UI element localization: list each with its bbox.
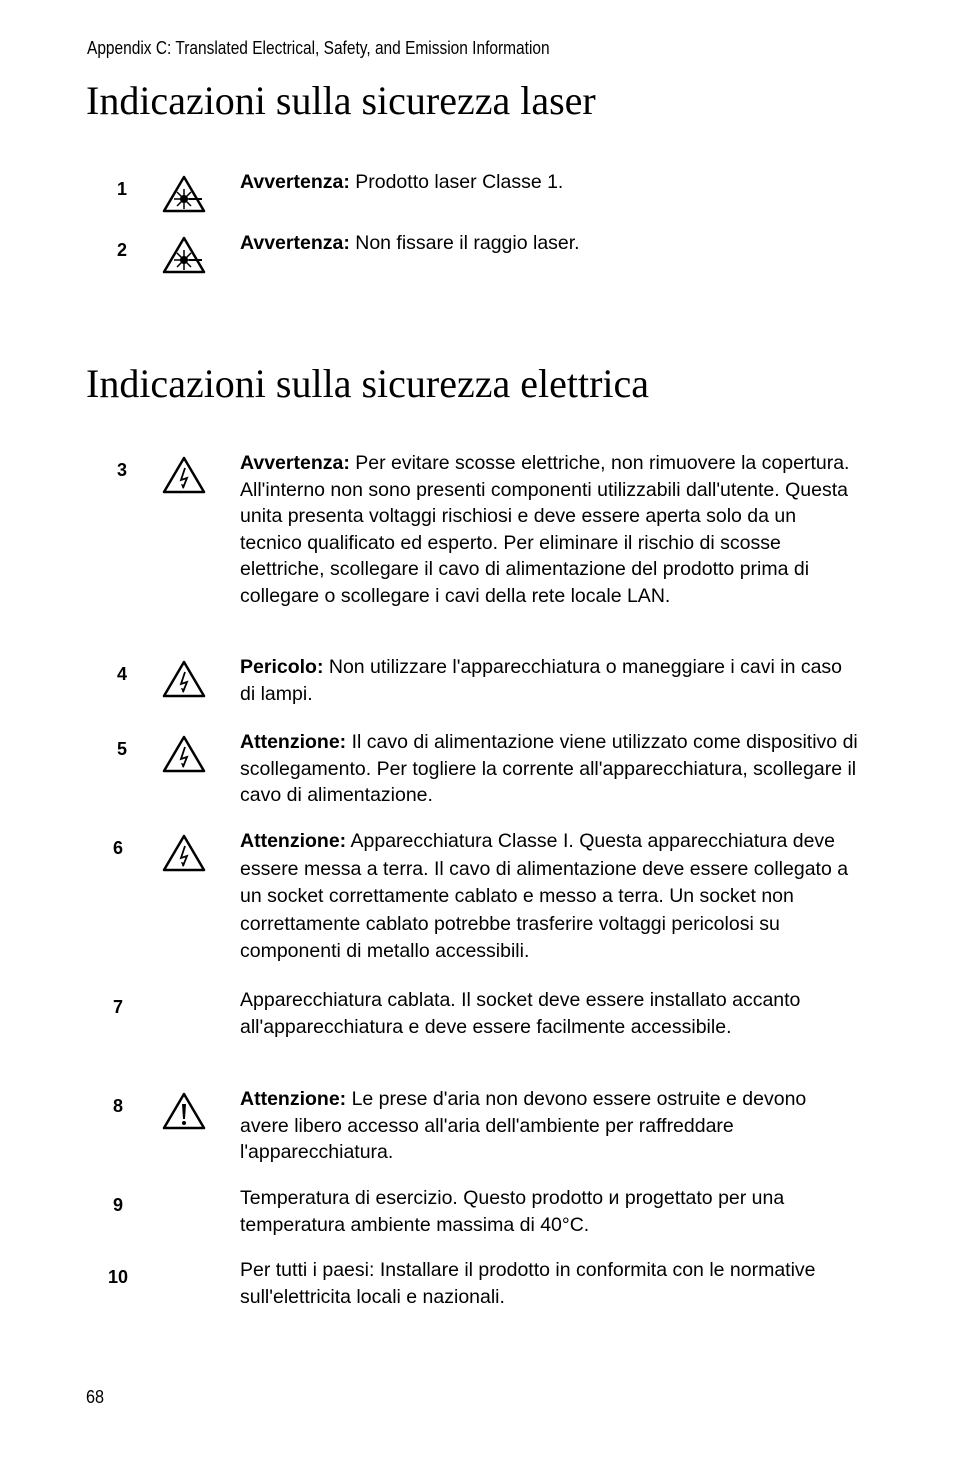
item-number: 9 xyxy=(112,1195,123,1215)
electrical-hazard-icon xyxy=(162,833,206,873)
item-number: 6 xyxy=(112,838,123,858)
item-number: 5 xyxy=(116,739,127,759)
electrical-section-title: Indicazioni sulla sicurezza elettrica xyxy=(86,361,650,406)
item-text: Per tutti i paesi: Installare il prodotto in conformita con le normative sull'elettricita locali e nazionali. xyxy=(240,1259,816,1308)
caution-icon xyxy=(162,1091,206,1131)
item-text: Temperatura di esercizio. Questo prodotto и progettato per una temperatura ambiente massima di 40°C. xyxy=(240,1187,785,1236)
item-number: 7 xyxy=(112,997,123,1017)
item-number: 4 xyxy=(116,664,127,684)
item-number: 2 xyxy=(116,240,127,260)
item-number: 1 xyxy=(116,179,127,199)
electrical-hazard-icon xyxy=(162,734,206,774)
item-text: Pericolo: Non utilizzare l'apparecchiatura o maneggiare i cavi in caso di lampi. xyxy=(240,656,843,705)
running-header: Appendix C: Translated Electrical, Safety, and Emission Information xyxy=(87,38,550,58)
electrical-hazard-icon xyxy=(162,455,206,495)
item-text: Avvertenza: Non fissare il raggio laser. xyxy=(240,232,580,254)
item-text: Avvertenza: Prodotto laser Classe 1. xyxy=(240,171,564,193)
page-number: 68 xyxy=(86,1387,105,1407)
laser-warning-icon xyxy=(162,235,206,275)
item-text: Apparecchiatura cablata. Il socket deve essere installato accanto all'apparecchiatura e deve essere facilmente accessibile. xyxy=(240,989,801,1038)
item-number: 3 xyxy=(116,460,127,480)
laser-section-title: Indicazioni sulla sicurezza laser xyxy=(86,78,596,123)
item-number: 10 xyxy=(107,1267,129,1287)
item-text: Attenzione: Il cavo di alimentazione viene utilizzato come dispositivo di scollegamento. Per togliere la corrente all'apparecchiatura, scollegare il cavo di alimentazione. xyxy=(240,731,858,806)
laser-warning-icon xyxy=(162,174,206,214)
item-text: Attenzione: Apparecchiatura Classe I. Questa apparecchiatura deve essere messa a terra. Il cavo di alimentazione deve essere collegato a un socket correttamente cablato e messo a terra. Un socket non correttamente cablato potrebbe trasferire voltaggi pericolosi su componenti di metallo accessibili. xyxy=(240,830,849,962)
item-number: 8 xyxy=(112,1096,123,1116)
item-text: Avvertenza: Per evitare scosse elettriche, non rimuovere la copertura. All'interno non sono presenti componenti utilizzabili dall'utente. Questa unita presenta voltaggi rischiosi e deve essere aperta solo da un tecnico qualificato ed esperto. Per eliminare il rischio di scosse elettriche, scollegare il cavo di alimentazione del prodotto prima di collegare o scollegare i cavi della rete locale LAN. xyxy=(240,452,850,607)
electrical-hazard-icon xyxy=(162,659,206,699)
item-text: Attenzione: Le prese d'aria non devono essere ostruite e devono avere libero accesso all'aria dell'ambiente per raffreddare l'apparecchiatura. xyxy=(240,1088,807,1163)
